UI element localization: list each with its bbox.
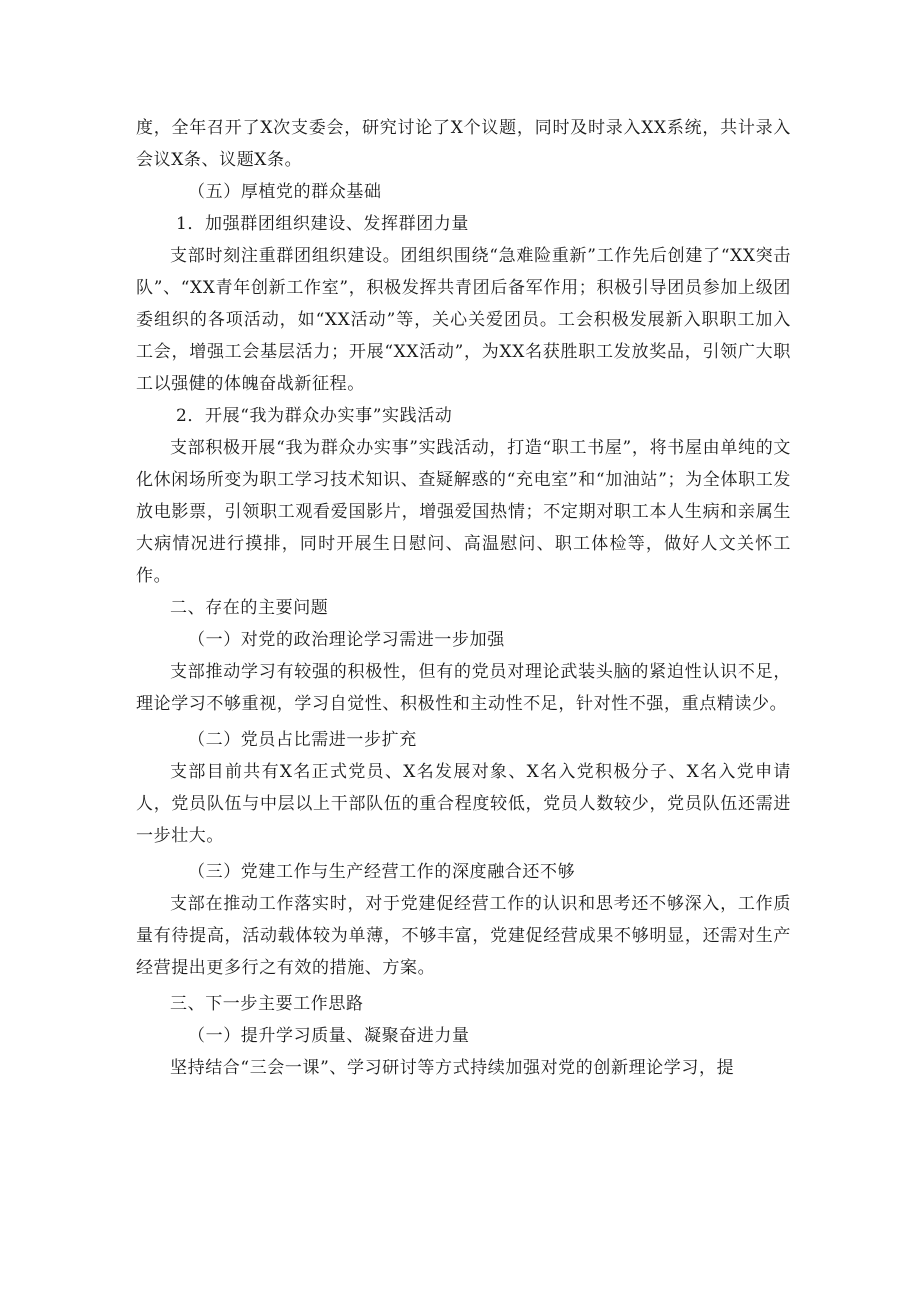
chapter-heading-3: 三、下一步主要工作思路	[170, 994, 364, 1014]
paragraph-group-org: 支部时刻注重群团组织建设。团组织围绕“急难险重新”工作先后创建了“XX突击队”、“XX青年创新工作室”，积极发挥共青团后备军作用；积极引导团员参加上级团委组织的各项活动，如“XX活动”等，关心关爱团员。工会积极发展新入职职工加入工会，增强工会基层活力；开展“XX活动”，为XX名获胜职工发放奖品，引领广大职工以强健的体魄奋战新征程。	[136, 246, 791, 394]
document-body	[136, 112, 791, 1084]
subheading-1: 1．加强群团组织建设、发挥群团力量	[176, 214, 470, 234]
paragraph-theory-study: 支部推动学习有较强的积极性，但有的党员对理论武装头脑的紧迫性认识不足，理论学习不够重视，学习自觉性、积极性和主动性不足，针对性不强，重点精读少。	[136, 662, 791, 714]
section-heading-3-1: （一）提升学习质量、凝聚奋进力量	[188, 1026, 470, 1046]
section-heading-2-3: （三）党建工作与生产经营工作的深度融合还不够	[188, 862, 576, 882]
section-heading-2-1: （一）对党的政治理论学习需进一步加强	[188, 630, 505, 650]
chapter-heading-2: 二、存在的主要问题	[170, 598, 329, 618]
paragraph-practical-activity: 支部积极开展“我为群众办实事”实践活动，打造“职工书屋”，将书屋由单纯的文化休闲场所变为职工学习技术知识、查疑解惑的“充电室”和“加油站”；为全体职工发放电影票，引领职工观看爱国影片，增强爱国热情；不定期对职工本人生病和亲属生大病情况进行摸排，同时开展生日慰问、高温慰问、职工体检等，做好人文关怀工作。	[136, 438, 791, 586]
paragraph-continuation: 度，全年召开了X次支委会，研究讨论了X个议题，同时及时录入XX系统，共计录入会议X条、议题X条。	[136, 118, 791, 170]
section-heading-2-2: （二）党员占比需进一步扩充	[188, 730, 417, 750]
section-heading-5: （五）厚植党的群众基础	[188, 182, 382, 202]
paragraph-study-quality: 坚持结合“三会一课”、学习研讨等方式持续加强对党的创新理论学习，提	[170, 1058, 735, 1078]
paragraph-member-ratio: 支部目前共有X名正式党员、X名发展对象、X名入党积极分子、X名入党申请人，党员队伍与中层以上干部队伍的重合程度较低，党员人数较少，党员队伍还需进一步壮大。	[136, 762, 791, 846]
subheading-2: 2．开展“我为群众办实事”实践活动	[176, 406, 453, 426]
paragraph-integration: 支部在推动工作落实时，对于党建促经营工作的认识和思考还不够深入，工作质量有待提高，活动载体较为单薄，不够丰富，党建促经营成果不够明显，还需对生产经营提出更多行之有效的措施、方案。	[136, 894, 791, 978]
